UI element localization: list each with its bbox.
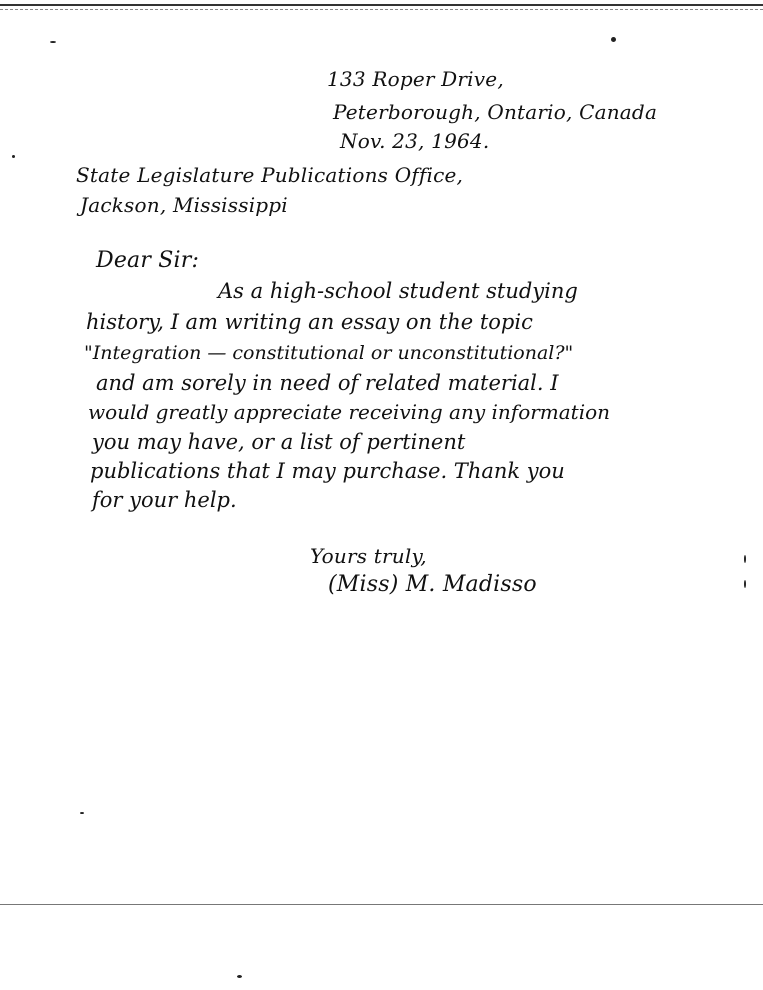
body-line: "Integration — constitutional or unconstitutional?" <box>84 342 574 364</box>
scan-speck <box>12 155 15 158</box>
letter-date: Nov. 23, 1964. <box>340 129 490 153</box>
recipient-line: Jackson, Mississippi <box>80 193 288 217</box>
top-scan-edge-secondary <box>0 9 763 10</box>
closing: Yours truly, <box>310 544 427 568</box>
body-line: would greatly appreciate receiving any information <box>88 400 611 424</box>
body-line: for your help. <box>92 488 237 512</box>
scan-speck <box>744 555 746 563</box>
body-line: publications that I may purchase. Thank you <box>90 459 565 483</box>
body-line: and am sorely in need of related material. I <box>96 371 559 395</box>
body-line: you may have, or a list of pertinent <box>92 430 466 454</box>
recipient-line: State Legislature Publications Office, <box>76 163 464 187</box>
sender-address-line: 133 Roper Drive, <box>327 67 504 91</box>
body-line: As a high-school student studying <box>218 279 578 303</box>
sender-address-line: Peterborough, Ontario, Canada <box>333 100 658 124</box>
scan-speck <box>611 37 616 42</box>
scan-speck <box>744 580 746 588</box>
body-line: history, I am writing an essay on the topic <box>86 310 533 334</box>
signature: (Miss) M. Madisso <box>328 572 537 597</box>
scan-speck <box>237 975 242 978</box>
salutation: Dear Sir: <box>96 248 200 273</box>
bottom-scan-edge <box>0 904 763 905</box>
scan-speck <box>50 41 56 43</box>
scan-speck <box>80 812 84 814</box>
top-scan-edge <box>0 4 763 6</box>
